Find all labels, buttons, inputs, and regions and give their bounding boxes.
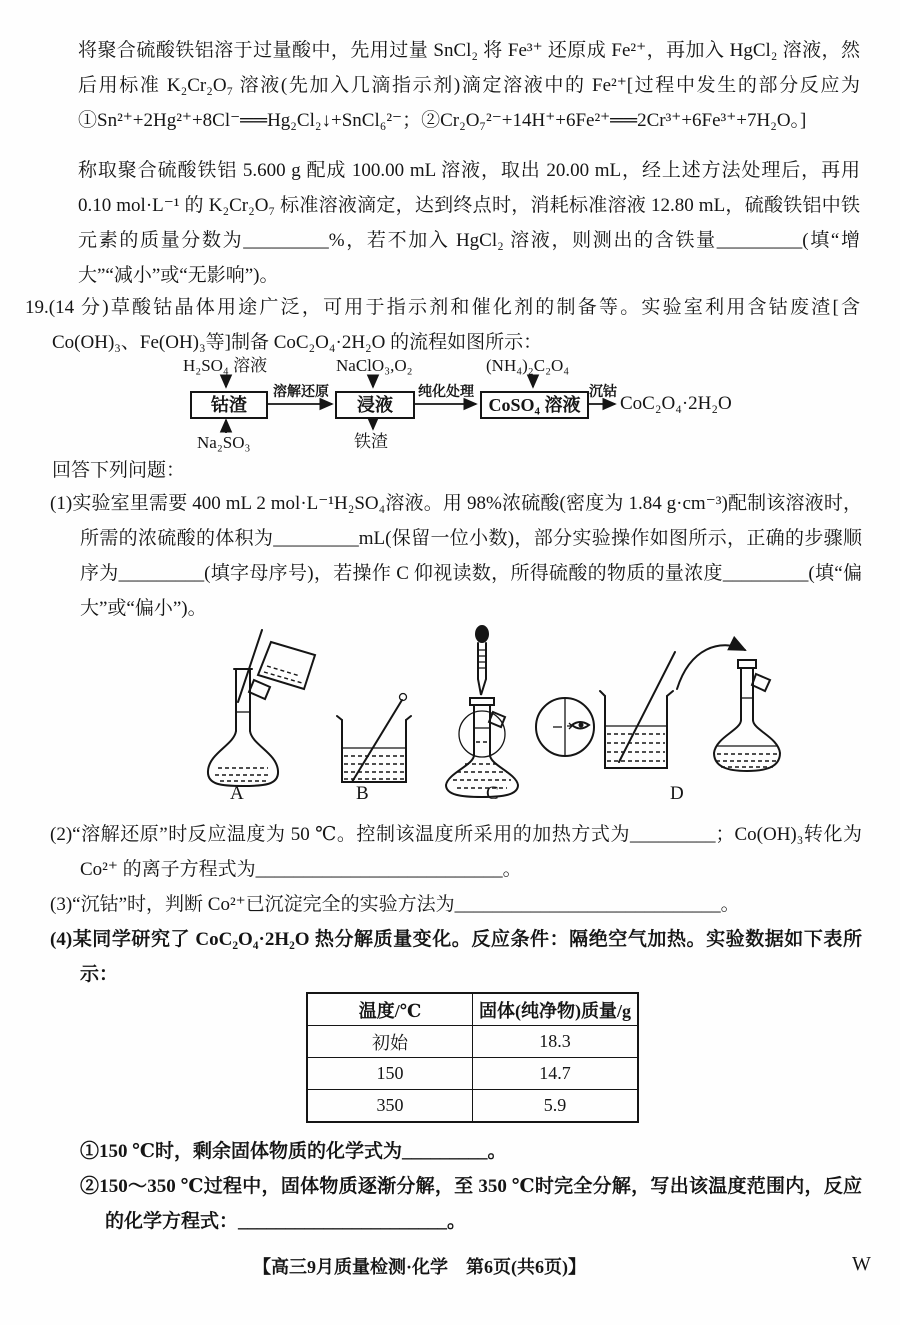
table-header-row [307, 993, 638, 1026]
table-cell-temp-initial: 初始 [307, 1026, 473, 1058]
question-3: (3)“沉钴”时，判断 Co²⁺已沉淀完全的实验方法为____________________________。 [50, 894, 740, 915]
table-header-temperature: 温度/℃ [307, 993, 473, 1026]
flow-step-dissolve-reduce: 溶解还原 [273, 385, 329, 400]
flow-reagent-ammonium-oxalate: (NH₄)₂C₂O₄ [486, 356, 570, 375]
apparatus-figure [180, 622, 780, 814]
flow-step-purify: 纯化处理 [418, 385, 474, 400]
question-1: (1)实验室里需要 400 mL 2 mol·L⁻¹H₂SO₄溶液。用 98%浓硫酸(密度为 1.84 g·cm⁻³)配制该溶液时，所需的浓硫酸的体积为_________mL(保留一位小数)，部分实验操作如图所示，正确的步骤顺序为_________(填字母序号)，若操作 C 仰视读数，所得硫酸的物质的量浓度_________(填“偏大”或“偏小”)。 [50, 493, 862, 619]
answer-prompt: 回答下列问题： [52, 460, 186, 481]
question-4: (4)某同学研究了 CoC₂O₄·2H₂O 热分解质量变化。反应条件：隔绝空气加热。实验数据如下表所示： [50, 929, 862, 985]
flow-box-leachate: 浸液 [335, 391, 415, 419]
apparatus-a-pour-into-flask-figure [194, 626, 344, 788]
table-row [307, 1026, 638, 1058]
flow-product-cobalt-oxalate: CoC₂O₄·2H₂O [620, 393, 732, 414]
table-cell-mass-initial: 18.3 [473, 1026, 639, 1058]
flow-output-iron-residue: 铁渣 [354, 432, 388, 451]
flow-box-coso4-solution: CoSO₄ 溶液 [480, 391, 589, 419]
q19-stem: 19.(14 分)草酸钴晶体用途广泛，可用于指示剂和催化剂的制备等。实验室利用含钴废渣[含 Co(OH)₃、Fe(OH)₃等]制备 CoC₂O₄·2H₂O 的流程如图所示： [25, 297, 860, 353]
question-4-sub-1: ①150 ℃时，剩余固体物质的化学式为_________。 [80, 1141, 507, 1162]
question-2: (2)“溶解还原”时反应温度为 50 ℃。控制该温度所采用的加热方式为_________；Co(OH)₃转化为Co²⁺ 的离子方程式为__________________________。 [50, 824, 862, 880]
page-footer: 【高三9月质量检测·化学 第6页(共6页)】 [253, 1257, 586, 1277]
flow-reagent-h2so4: H₂SO₄ 溶液 [183, 356, 268, 375]
table-header-solid-mass: 固体(纯净物)质量/g [473, 993, 639, 1026]
table-cell-temp-150: 150 [307, 1058, 473, 1090]
apparatus-label-b: B [356, 783, 369, 804]
watermark-letter: W [852, 1253, 871, 1275]
apparatus-b-stir-beaker-figure [332, 690, 422, 790]
question-4-sub-2: ②150～350 ℃过程中，固体物质逐渐分解，至 350 ℃时完全分解，写出该温度范围内，反应的化学方程式：______________________。 [80, 1176, 862, 1232]
flow-reagent-naclo3-o2: NaClO₃,O₂ [336, 356, 413, 375]
table-row [307, 1058, 638, 1090]
apparatus-c-dropper-meniscus-figure [435, 624, 605, 799]
table-row [307, 1090, 638, 1123]
flow-reagent-na2so3: Na₂SO₃ [197, 433, 251, 452]
apparatus-label-d: D [670, 783, 684, 804]
q4-data-table [306, 992, 639, 1123]
q18-paragraph-titration: 将聚合硫酸铁铝溶于过量酸中，先用过量 SnCl₂ 将 Fe³⁺ 还原成 Fe²⁺，再加入 HgCl₂ 溶液，然后用标准 K₂Cr₂O₇ 溶液(先加入几滴指示剂)滴定溶液中的 Fe²⁺[过程中发生的部分反应为 ①Sn²⁺+2Hg²⁺+8Cl⁻══Hg₂Cl₂↓+SnCl₆²⁻；②Cr₂O₇²⁻+14H⁺+6Fe²⁺══2Cr³⁺+6Fe³⁺+7H₂O。] [78, 40, 860, 131]
apparatus-label-c: C [486, 783, 499, 804]
apparatus-label-a: A [230, 783, 244, 804]
table-cell-mass-350: 5.9 [473, 1090, 639, 1123]
table-cell-mass-150: 14.7 [473, 1058, 639, 1090]
flow-box-cobalt-residue: 钴渣 [190, 391, 268, 419]
process-flowchart [150, 356, 790, 456]
apparatus-d-transfer-to-flask-figure [595, 634, 785, 784]
q18-paragraph-calculation: 称取聚合硫酸铁铝 5.600 g 配成 100.00 mL 溶液，取出 20.00 mL，经上述方法处理后，再用 0.10 mol·L⁻¹ 的 K₂Cr₂O₇ 标准溶液滴定，达到终点时，消耗标准溶液 12.80 mL，硫酸铁铝中铁元素的质量分数为_________%，若不加入 HgCl₂ 溶液，则测出的含铁量_________(填“增大”“减小”或“无影响”)。 [78, 160, 860, 286]
table-cell-temp-350: 350 [307, 1090, 473, 1123]
flow-step-precipitate-cobalt: 沉钴 [589, 385, 617, 400]
